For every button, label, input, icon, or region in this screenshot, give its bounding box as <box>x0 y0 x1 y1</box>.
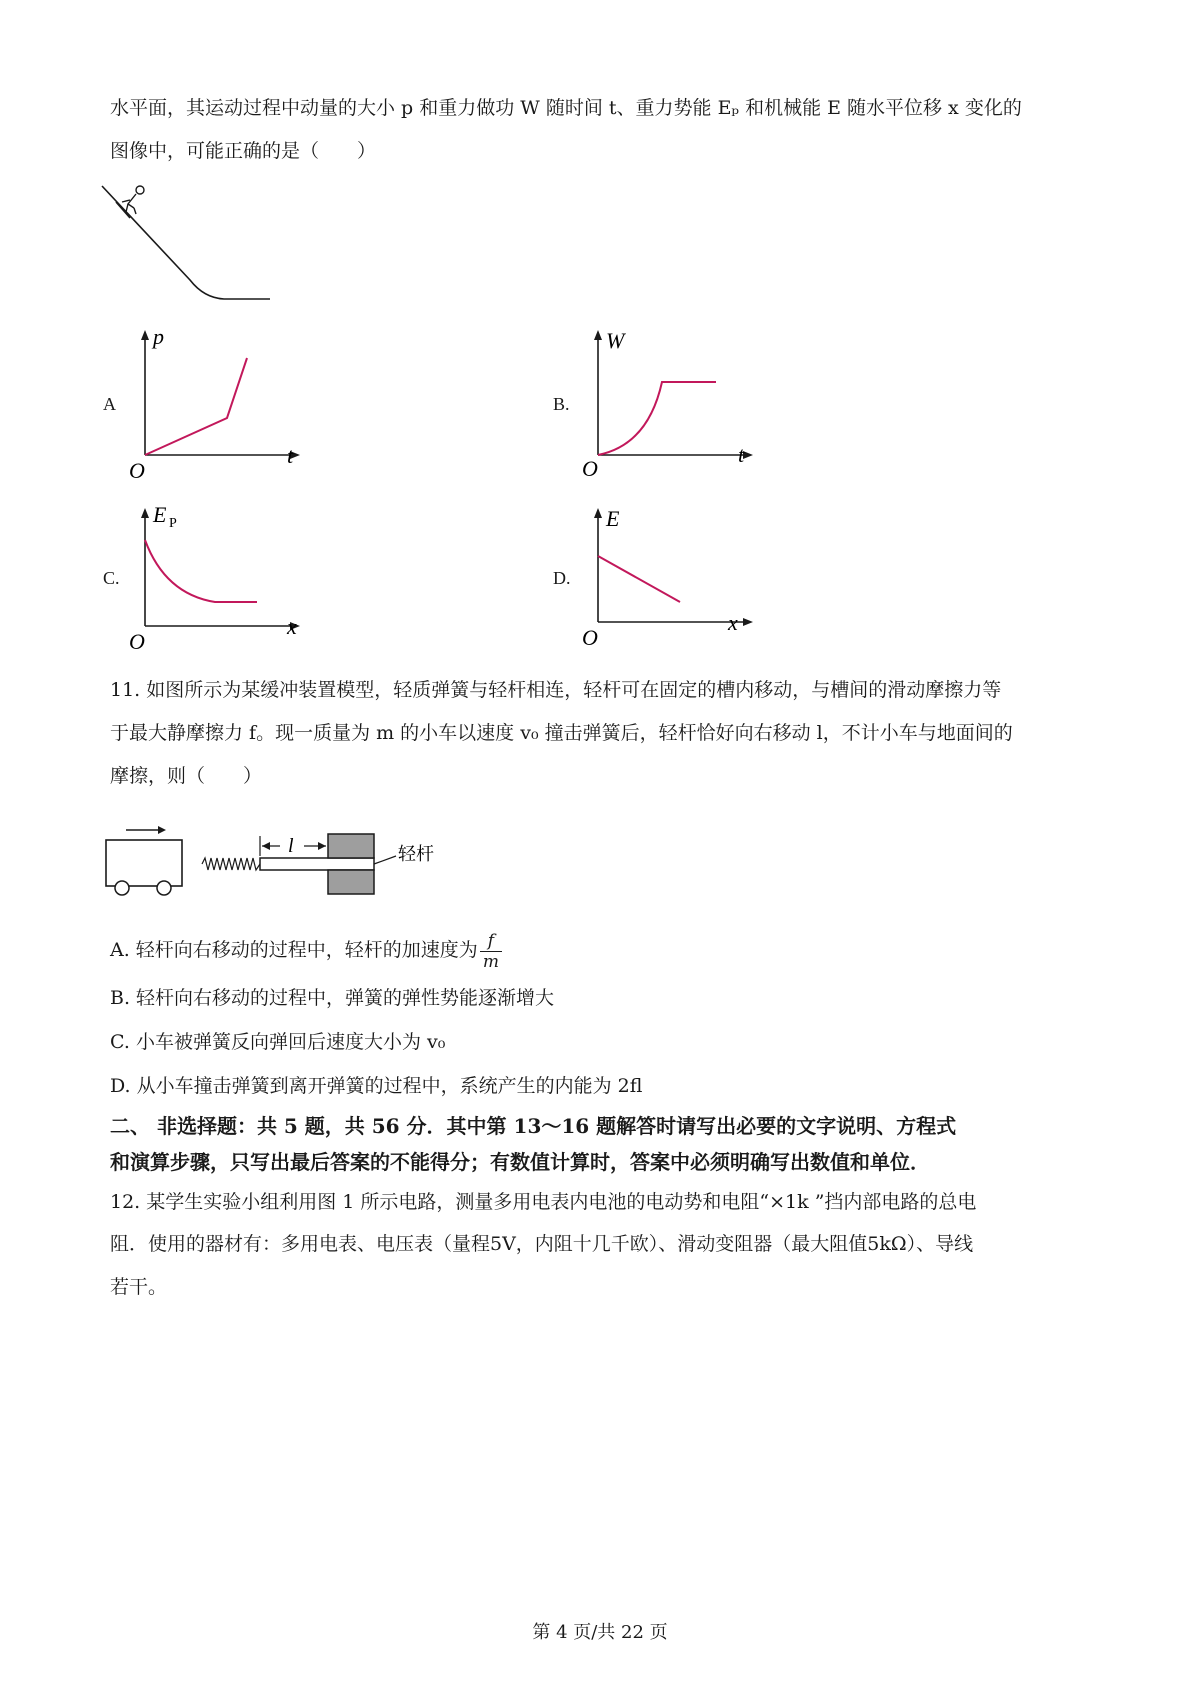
option-d-letter: D. <box>553 568 571 588</box>
acceleration-fraction <box>480 931 502 972</box>
option-c-graph <box>125 498 310 658</box>
option-a-x-label: t <box>287 443 294 468</box>
rod-label: 轻杆 <box>398 844 434 864</box>
skier-slope-figure <box>100 180 280 305</box>
option-b-origin: O <box>582 456 598 481</box>
option-a-letter: A <box>103 394 116 414</box>
option-c-x-label: x <box>287 614 297 639</box>
option-a-origin: O <box>129 458 145 483</box>
option-d-x-label: x <box>728 610 738 635</box>
option-b-graph <box>578 320 763 485</box>
q12-line-1: 12. 某学生实验小组利用图 1 所示电路，测量多用电表内电池的电动势和电阻“×1k ”挡内部电路的总电 <box>110 1191 977 1213</box>
q11-option-c: C. 小车被弹簧反向弹回后速度大小为 v₀ <box>110 1031 446 1053</box>
option-d-y-label: E <box>606 506 620 531</box>
fraction-denominator: m <box>482 951 499 972</box>
option-d-graph <box>578 498 763 658</box>
option-b-y-label: W <box>606 328 625 353</box>
buffer-device-figure <box>100 818 460 900</box>
option-d-origin: O <box>582 625 598 650</box>
option-b-letter: B. <box>553 394 570 414</box>
q11-option-a <box>110 928 502 972</box>
q12-line-3: 若干。 <box>110 1276 168 1298</box>
page-footer: 第 4 页/共 22 页 <box>532 1622 668 1643</box>
fraction-numerator: f <box>480 931 502 952</box>
dimension-l-label: l <box>288 835 294 857</box>
option-c-origin: O <box>129 629 145 654</box>
q11-line-3: 摩擦，则（ ） <box>110 765 263 787</box>
option-a-y-label: p <box>153 324 164 349</box>
option-c-letter: C. <box>103 568 120 588</box>
q10-line-1: 水平面，其运动过程中动量的大小 p 和重力做功 W 随时间 t、重力势能 Eₚ 和机械能 E 随水平位移 x 变化的 <box>110 97 1022 119</box>
q11-option-a-text: A. 轻杆向右移动的过程中，轻杆的加速度为 <box>110 939 478 961</box>
option-b-x-label: t <box>738 442 745 467</box>
q11-option-d: D. 从小车撞击弹簧到离开弹簧的过程中，系统产生的内能为 2fl <box>110 1075 643 1097</box>
q11-line-2: 于最大静摩擦力 f。现一质量为 m 的小车以速度 v₀ 撞击弹簧后，轻杆恰好向右移动 l，不计小车与地面间的 <box>110 722 1013 744</box>
q10-line-2: 图像中，可能正确的是（ ） <box>110 140 377 162</box>
option-c-y-sub: P <box>169 516 177 531</box>
section-2-line-1: 二、 非选择题：共 5 题，共 56 分．其中第 13～16 题解答时请写出必要的文字说明、方程式 <box>110 1114 957 1138</box>
option-a-graph <box>125 320 310 485</box>
option-c-y-label: E <box>153 502 167 527</box>
q11-option-b: B. 轻杆向右移动的过程中，弹簧的弹性势能逐渐增大 <box>110 987 555 1009</box>
q11-line-1: 11. 如图所示为某缓冲装置模型，轻质弹簧与轻杆相连，轻杆可在固定的槽内移动，与槽间的滑动摩擦力等 <box>110 679 1002 701</box>
section-2-line-2: 和演算步骤，只写出最后答案的不能得分；有数值计算时，答案中必须明确写出数值和单位． <box>110 1150 930 1174</box>
q12-line-2: 阻．使用的器材有：多用电表、电压表（量程5V，内阻十几千欧）、滑动变阻器（最大阻值5kΩ）、导线 <box>110 1233 974 1255</box>
